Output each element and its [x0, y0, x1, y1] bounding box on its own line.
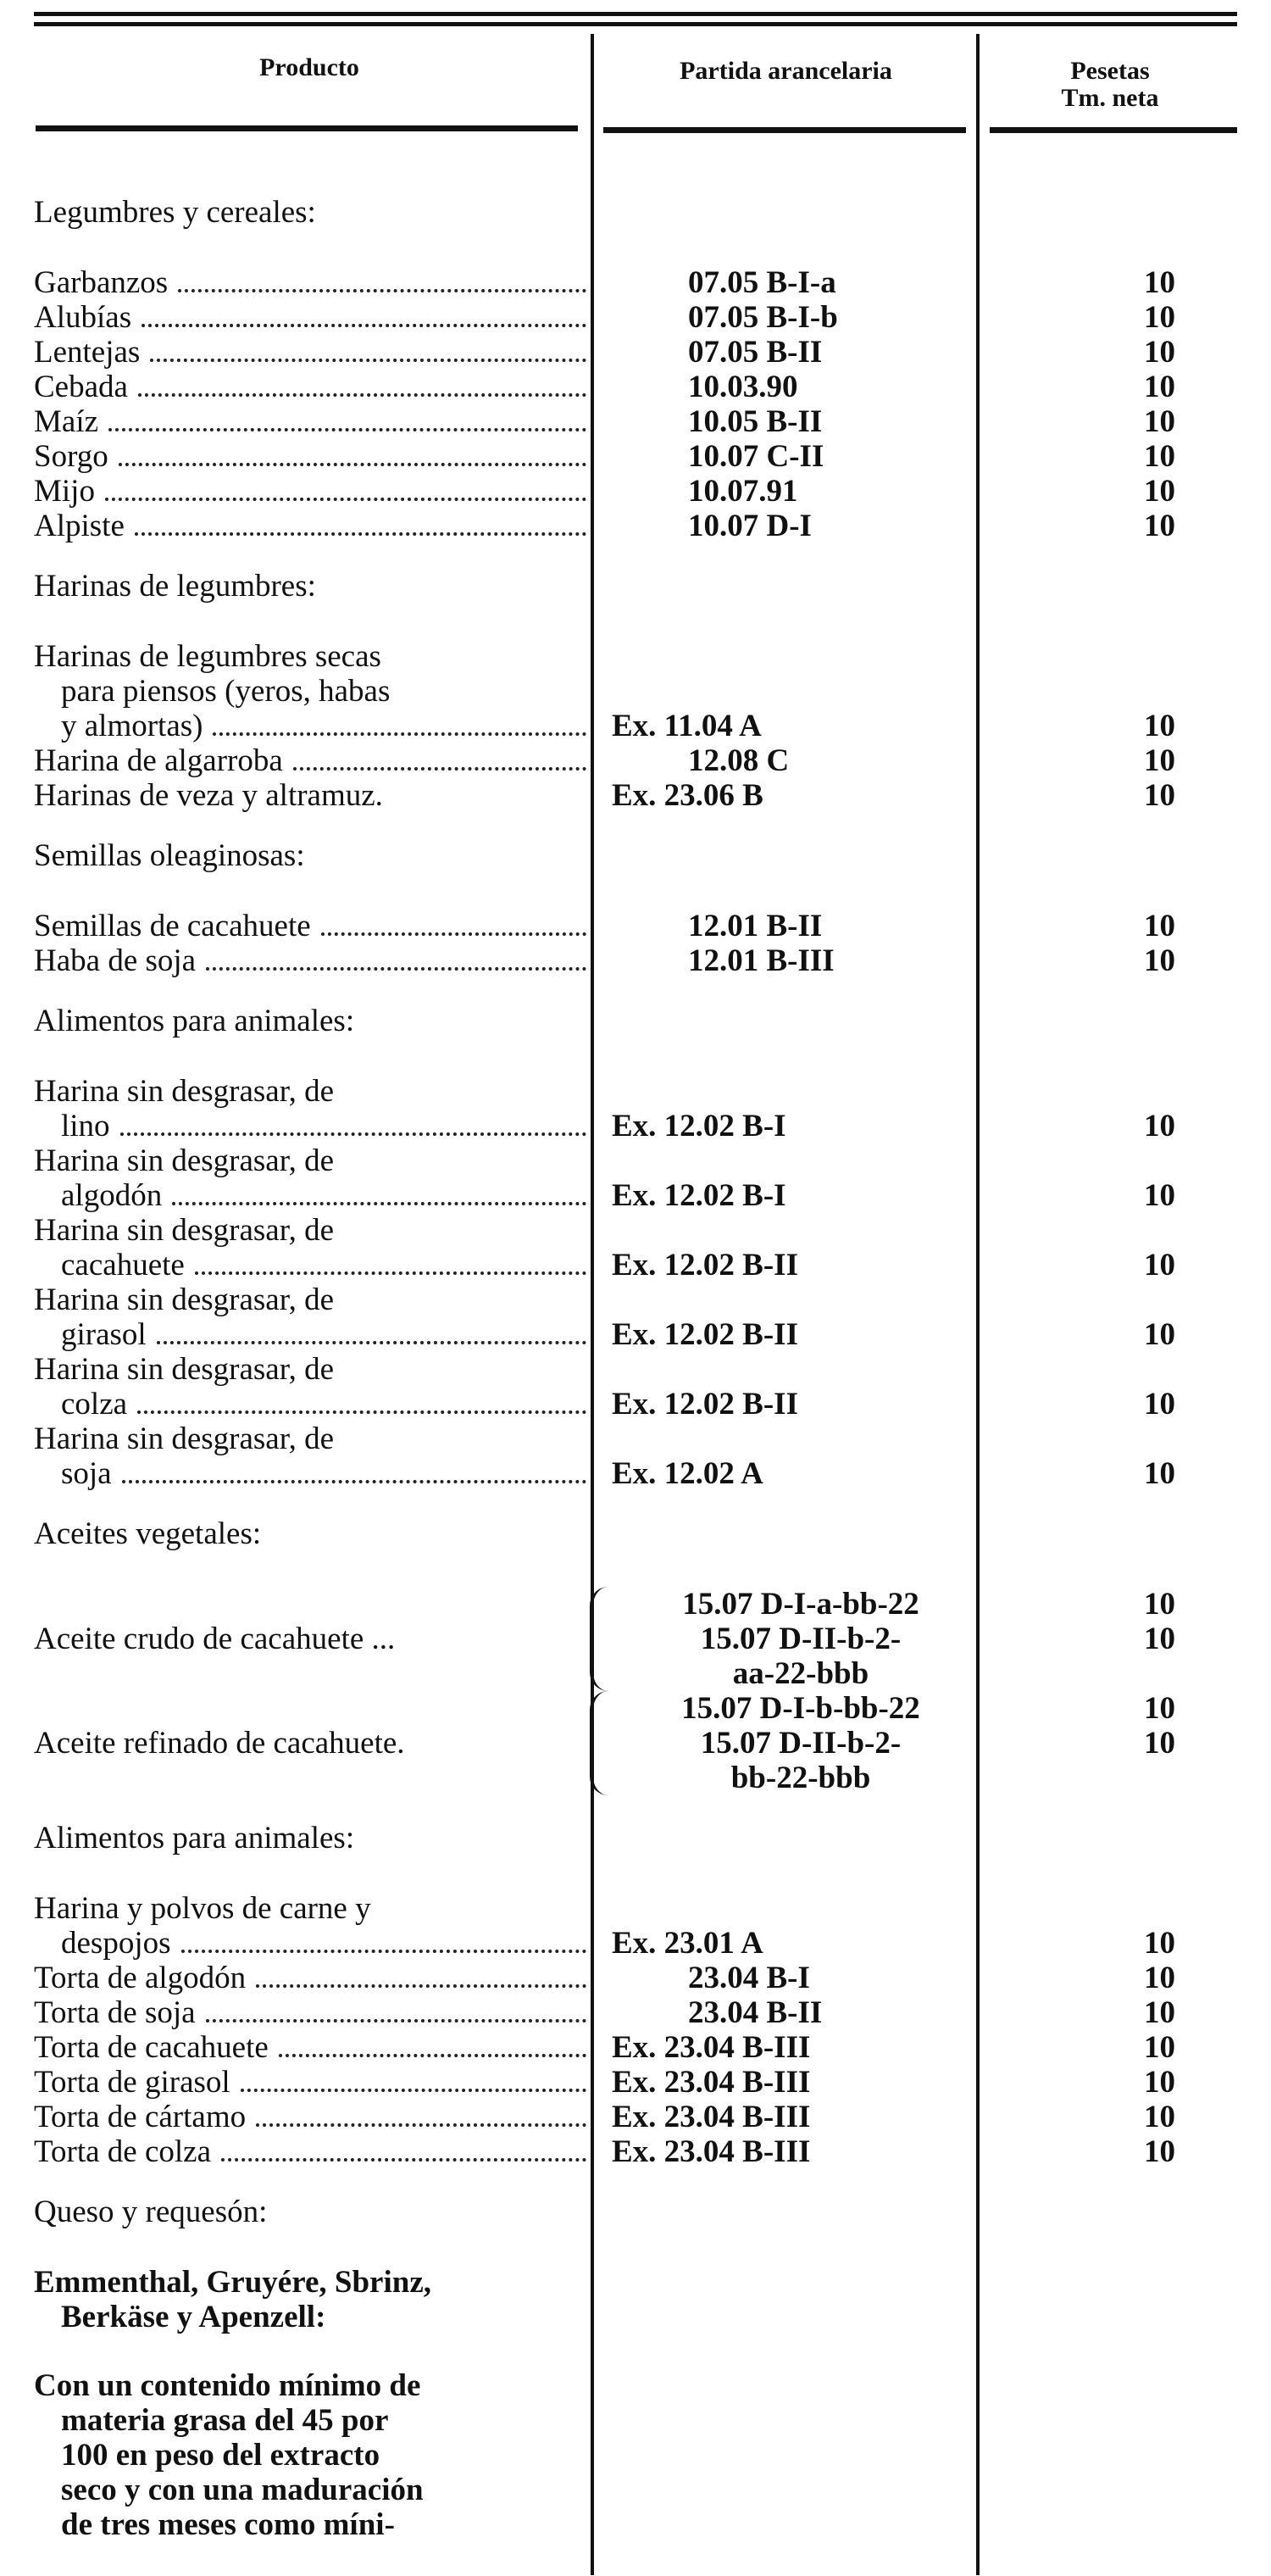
partida-line: Ex. 23.01 A [612, 1926, 763, 1961]
table-row [34, 2134, 1254, 2169]
dot-leader [150, 335, 586, 362]
product-text: Harina de algarroba [34, 743, 283, 778]
tariff-table [34, 170, 1254, 2576]
product-line [34, 404, 586, 439]
product-text: despojos [61, 1926, 171, 1961]
product-cell [34, 1282, 595, 1352]
top-double-rule-2 [34, 22, 1237, 26]
product-text: Harina sin desgrasar, de [34, 1143, 334, 1178]
product-text: Harina sin desgrasar, de [34, 1352, 334, 1387]
header-rule-producto [36, 125, 578, 131]
product-line [34, 474, 586, 509]
product-line [34, 909, 586, 943]
product-text: para piensos (yeros, habas [61, 674, 391, 709]
dot-leader [178, 265, 586, 292]
table-row [34, 1213, 1254, 1282]
pesetas-value: 10 [1144, 439, 1175, 474]
pesetas-value: 10 [1144, 1961, 1175, 1995]
product-cell [34, 300, 595, 335]
pesetas-value: 10 [1144, 709, 1175, 743]
header-rule-pesetas [990, 127, 1237, 133]
pesetas-cell [983, 300, 1254, 335]
product-text: lino [61, 1109, 110, 1143]
product-cell [34, 1726, 595, 1761]
product-cell [34, 909, 595, 943]
partida-cell [590, 1587, 983, 1691]
product-line [34, 639, 586, 674]
pesetas-cell [983, 1587, 1254, 1656]
pesetas-cell [983, 474, 1254, 509]
dot-leader [142, 300, 586, 327]
section-title: Harinas de legumbres: [34, 569, 316, 604]
product-cell [34, 1143, 595, 1213]
dot-leader [256, 2100, 586, 2127]
product-line [34, 1891, 586, 1926]
dot-leader [195, 1248, 586, 1275]
partida-line: Ex. 23.04 B-III [612, 2030, 811, 2065]
pesetas-cell [983, 370, 1254, 404]
product-text: Aceite refinado de cacahuete. [34, 1726, 405, 1761]
pesetas-value: 10 [1144, 1691, 1175, 1726]
dot-leader [256, 1961, 586, 1988]
product-line [34, 1926, 586, 1961]
product-cell [34, 1074, 595, 1143]
pesetas-cell [983, 1691, 1254, 1761]
partida-cell [595, 370, 983, 404]
pesetas-value: 10 [1144, 1926, 1175, 1961]
table-row [34, 2030, 1254, 2065]
product-cell [34, 1995, 595, 2030]
product-line [34, 1317, 586, 1352]
partida-cell [595, 474, 983, 509]
pesetas-cell [983, 1926, 1254, 1961]
pesetas-cell [983, 2100, 1254, 2134]
pesetas-value: 10 [1144, 1178, 1175, 1213]
product-text: girasol [61, 1317, 147, 1352]
section-title: Queso y requesón: [34, 2195, 268, 2229]
product-text: Haba de soja [34, 943, 197, 978]
product-cell [34, 639, 595, 743]
partida-cell [595, 943, 983, 978]
section-title: Aceites vegetales: [34, 1516, 262, 1551]
pesetas-value: 10 [1144, 909, 1175, 943]
header-producto: Producto [259, 53, 359, 81]
product-cell [34, 404, 595, 439]
paragraph [34, 2368, 585, 2542]
product-line [34, 1178, 586, 1213]
product-cell [34, 743, 595, 778]
table-row [34, 300, 1254, 335]
pesetas-value: 10 [1144, 943, 1175, 978]
paragraph-line: seco y con una maduración [61, 2473, 424, 2507]
dot-leader [321, 909, 586, 936]
pesetas-cell [983, 743, 1254, 778]
header-tm-neta: Tm. neta [1061, 84, 1159, 112]
product-cell [34, 2030, 595, 2065]
section-title: Semillas oleaginosas: [34, 838, 305, 873]
table-row [34, 1961, 1254, 1995]
paragraph-line: 100 en peso del extracto [61, 2438, 380, 2473]
partida-cell [595, 2100, 983, 2134]
dot-leader [279, 2030, 586, 2057]
product-cell [34, 509, 595, 543]
section-title: Legumbres y cereales: [34, 195, 316, 230]
table-row [34, 743, 1254, 778]
pesetas-value: 10 [1144, 1317, 1175, 1352]
pesetas-cell [983, 439, 1254, 474]
pesetas-cell [983, 943, 1254, 978]
table-row [34, 909, 1254, 943]
product-text: Harina sin desgrasar, de [34, 1074, 334, 1109]
product-text: Torta de colza [34, 2134, 212, 2169]
dot-leader [172, 1178, 586, 1205]
partida-line: 23.04 B-II [688, 1995, 823, 2030]
product-text: soja [61, 1456, 112, 1491]
product-line [34, 1995, 586, 2030]
pesetas-cell [983, 1178, 1254, 1213]
dot-leader [206, 1995, 586, 2022]
product-text: Semillas de cacahuete [34, 909, 311, 943]
partida-cell [595, 2134, 983, 2169]
product-cell [34, 265, 595, 300]
pesetas-value: 10 [1144, 370, 1175, 404]
product-line [34, 300, 586, 335]
table-row [34, 639, 1254, 743]
product-text: Aceite crudo de cacahuete ... [34, 1622, 396, 1656]
table-row [34, 1074, 1254, 1143]
table-row [34, 265, 1254, 300]
product-text: y almortas) [61, 709, 203, 743]
product-text: Harinas de veza y altramuz. [34, 778, 383, 813]
partida-line: 10.07.91 [688, 474, 798, 509]
product-line [34, 370, 586, 404]
product-cell [34, 474, 595, 509]
product-cell [34, 2100, 595, 2134]
top-double-rule-1 [34, 12, 1237, 16]
table-row [34, 370, 1254, 404]
pesetas-value: 10 [1144, 1248, 1175, 1282]
table-row [34, 1422, 1254, 1491]
paragraph [34, 2265, 585, 2334]
product-text: Mijo [34, 474, 95, 509]
product-line [34, 743, 586, 778]
product-line [34, 1456, 586, 1491]
product-text: Alpiste [34, 509, 125, 543]
paragraph-line: Emmenthal, Gruyére, Sbrinz, [34, 2265, 431, 2300]
pesetas-value: 10 [1144, 1456, 1175, 1491]
pesetas-cell [983, 1317, 1254, 1352]
product-text: colza [61, 1387, 128, 1422]
pesetas-value: 10 [1144, 778, 1175, 813]
product-text: Cebada [34, 370, 128, 404]
product-cell [34, 2065, 595, 2100]
table-row [34, 778, 1254, 813]
pesetas-cell [983, 909, 1254, 943]
pesetas-value: 10 [1144, 743, 1175, 778]
partida-cell [595, 335, 983, 370]
partida-cell [595, 1995, 983, 2030]
product-text: Garbanzos [34, 265, 169, 300]
partida-cell [595, 509, 983, 543]
header-pesetas: Pesetas [1070, 57, 1150, 85]
partida-cell [595, 300, 983, 335]
partida-cell [595, 2065, 983, 2100]
product-text: Alubías [34, 300, 132, 335]
pesetas-cell [983, 1387, 1254, 1422]
partida-cell [595, 1961, 983, 1995]
product-cell [34, 943, 595, 978]
product-line [34, 1726, 586, 1761]
product-cell [34, 335, 595, 370]
dot-leader [105, 474, 586, 501]
dot-leader [120, 1109, 586, 1136]
product-cell [34, 1961, 595, 1995]
partida-line: Ex. 23.06 B [612, 778, 763, 813]
partida-line: 12.08 C [688, 743, 790, 778]
product-line [34, 1352, 586, 1387]
partida-cell [595, 265, 983, 300]
partida-line: 10.07 C-II [688, 439, 824, 474]
table-row [34, 439, 1254, 474]
pesetas-cell [983, 2030, 1254, 2065]
pesetas-cell [983, 1961, 1254, 1995]
table-row [34, 509, 1254, 543]
product-text: Torta de soja [34, 1995, 196, 2030]
product-line [34, 509, 586, 543]
partida-cell [590, 1691, 983, 1795]
product-text: Sorgo [34, 439, 108, 474]
pesetas-value: 10 [1144, 1622, 1175, 1656]
partida-line: 07.05 B-I-b [688, 300, 838, 335]
partida-cell [595, 1248, 983, 1282]
pesetas-value: 10 [1144, 1726, 1175, 1761]
pesetas-value: 10 [1144, 509, 1175, 543]
pesetas-value: 10 [1144, 1109, 1175, 1143]
product-line [34, 2065, 586, 2100]
partida-line: 12.01 B-II [688, 909, 823, 943]
product-line [34, 1143, 586, 1178]
table-row [34, 1891, 1254, 1961]
table-row [34, 2100, 1254, 2134]
product-cell [34, 2134, 595, 2169]
product-text: Harina sin desgrasar, de [34, 1422, 334, 1456]
pesetas-value: 10 [1144, 474, 1175, 509]
partida-line: 10.03.90 [688, 370, 798, 404]
pesetas-cell [983, 509, 1254, 543]
partida-cell [595, 743, 983, 778]
pesetas-value: 10 [1144, 2100, 1175, 2134]
partida-line: 15.07 D-II-b-2- [700, 1622, 902, 1656]
product-text: Lentejas [34, 335, 141, 370]
table-row [34, 1282, 1254, 1352]
table-row [34, 1691, 1254, 1795]
partida-line: 07.05 B-I-a [688, 265, 836, 300]
product-text: Harina sin desgrasar, de [34, 1213, 334, 1248]
partida-line: Ex. 12.02 B-I [612, 1109, 786, 1143]
pesetas-cell [983, 2065, 1254, 2100]
dot-leader [108, 404, 586, 431]
product-line [34, 1387, 586, 1422]
partida-cell [595, 439, 983, 474]
partida-cell [595, 2030, 983, 2065]
dot-leader [135, 509, 586, 536]
pesetas-cell [983, 1109, 1254, 1143]
partida-line: Ex. 12.02 B-II [612, 1248, 798, 1282]
product-cell [34, 1422, 595, 1491]
pesetas-value: 10 [1144, 300, 1175, 335]
pesetas-cell [983, 265, 1254, 300]
product-text: cacahuete [61, 1248, 185, 1282]
partida-cell [595, 404, 983, 439]
table-row [34, 474, 1254, 509]
product-line [34, 1622, 586, 1656]
partida-cell [595, 709, 983, 743]
partida-line: 07.05 B-II [688, 335, 823, 370]
product-text: Torta de cártamo [34, 2100, 247, 2134]
product-text: Harina y polvos de carne y [34, 1891, 371, 1926]
dot-leader [206, 943, 586, 971]
dot-leader [122, 1456, 586, 1483]
partida-cell [595, 1387, 983, 1422]
partida-line: 12.01 B-III [688, 943, 835, 978]
dot-leader [213, 709, 586, 736]
product-cell [34, 439, 595, 474]
dot-leader [181, 1926, 587, 1953]
pesetas-cell [983, 1995, 1254, 2030]
pesetas-cell [983, 1456, 1254, 1491]
partida-cell [595, 909, 983, 943]
pesetas-value: 10 [1144, 265, 1175, 300]
dot-leader [221, 2134, 586, 2162]
pesetas-cell [983, 404, 1254, 439]
product-text: Torta de girasol [34, 2065, 230, 2100]
product-line [34, 778, 586, 813]
section-title: Alimentos para animales: [34, 1004, 355, 1038]
dot-leader [137, 1387, 586, 1414]
product-text: Harina sin desgrasar, de [34, 1282, 334, 1317]
table-row [34, 335, 1254, 370]
product-line [34, 2100, 586, 2134]
paragraph-line: materia grasa del 45 por [61, 2403, 389, 2438]
partida-cell [595, 778, 983, 813]
product-line [34, 1422, 586, 1456]
product-line [34, 1074, 586, 1109]
partida-line: aa-22-bbb [732, 1656, 869, 1691]
product-line [34, 709, 586, 743]
product-line [34, 1961, 586, 1995]
product-line [34, 674, 586, 709]
product-cell [34, 778, 595, 813]
product-cell [34, 1891, 595, 1961]
partida-line: Ex. 23.04 B-III [612, 2100, 811, 2134]
pesetas-cell [983, 778, 1254, 813]
header-rule-partida [603, 127, 966, 133]
product-line [34, 2134, 586, 2169]
table-row [34, 1995, 1254, 2030]
pesetas-value: 10 [1144, 404, 1175, 439]
partida-cell [595, 1109, 983, 1143]
partida-line: bb-22-bbb [730, 1761, 871, 1795]
partida-line: 10.05 B-II [688, 404, 823, 439]
partida-line: Ex. 12.02 B-I [612, 1178, 786, 1213]
pesetas-value: 10 [1144, 1995, 1175, 2030]
partida-cell [595, 1926, 983, 1961]
product-line [34, 943, 586, 978]
partida-line: 15.07 D-II-b-2- [700, 1726, 902, 1761]
dot-leader [293, 743, 586, 771]
partida-line: Ex. 11.04 A [612, 709, 762, 743]
partida-cell [595, 1456, 983, 1491]
partida-line: 10.07 D-I [688, 509, 812, 543]
partida-line: 23.04 B-I [688, 1961, 810, 1995]
pesetas-value: 10 [1144, 335, 1175, 370]
product-text: Torta de algodón [34, 1961, 247, 1995]
paragraph-line: Con un contenido mínimo de [34, 2368, 421, 2403]
product-text: algodón [61, 1178, 163, 1213]
table-row [34, 1352, 1254, 1422]
product-line [34, 1109, 586, 1143]
partida-line: Ex. 23.04 B-III [612, 2134, 811, 2169]
product-line [34, 2030, 586, 2065]
pesetas-cell [983, 335, 1254, 370]
header-partida: Partida arancelaria [680, 57, 892, 85]
pesetas-value: 10 [1144, 2065, 1175, 2100]
pesetas-cell [983, 1248, 1254, 1282]
product-cell [34, 1622, 595, 1656]
product-line [34, 265, 586, 300]
product-cell [34, 1352, 595, 1422]
dot-leader [138, 370, 586, 397]
product-line [34, 1248, 586, 1282]
pesetas-value: 10 [1144, 2030, 1175, 2065]
table-row [34, 1587, 1254, 1691]
table-row [34, 1143, 1254, 1213]
dot-leader [119, 439, 586, 466]
table-row [34, 943, 1254, 978]
partida-line: 15.07 D-I-a-bb-22 [682, 1587, 919, 1622]
pesetas-value: 10 [1144, 2134, 1175, 2169]
product-cell [34, 1213, 595, 1282]
product-line [34, 439, 586, 474]
partida-line: Ex. 12.02 B-II [612, 1317, 798, 1352]
partida-line: Ex. 12.02 A [612, 1456, 763, 1491]
partida-cell [595, 1317, 983, 1352]
dot-leader [241, 2065, 586, 2092]
dot-leader [157, 1317, 586, 1344]
section-title: Alimentos para animales: [34, 1821, 355, 1855]
pesetas-cell [983, 709, 1254, 743]
pesetas-value: 10 [1144, 1587, 1175, 1622]
partida-line: 15.07 D-I-b-bb-22 [681, 1691, 920, 1726]
table-row [34, 404, 1254, 439]
partida-line: Ex. 23.04 B-III [612, 2065, 811, 2100]
product-text: Maíz [34, 404, 99, 439]
product-text: Torta de cacahuete [34, 2030, 269, 2065]
product-cell [34, 370, 595, 404]
product-line [34, 335, 586, 370]
product-text: Harinas de legumbres secas [34, 639, 381, 674]
partida-cell [595, 1178, 983, 1213]
paragraph-line: de tres meses como míni- [61, 2507, 395, 2542]
partida-line: Ex. 12.02 B-II [612, 1387, 798, 1422]
paragraph-line: Berkäse y Apenzell: [61, 2300, 326, 2334]
pesetas-cell [983, 2134, 1254, 2169]
product-line [34, 1213, 586, 1248]
table-row [34, 2065, 1254, 2100]
pesetas-value: 10 [1144, 1387, 1175, 1422]
product-line [34, 1282, 586, 1317]
